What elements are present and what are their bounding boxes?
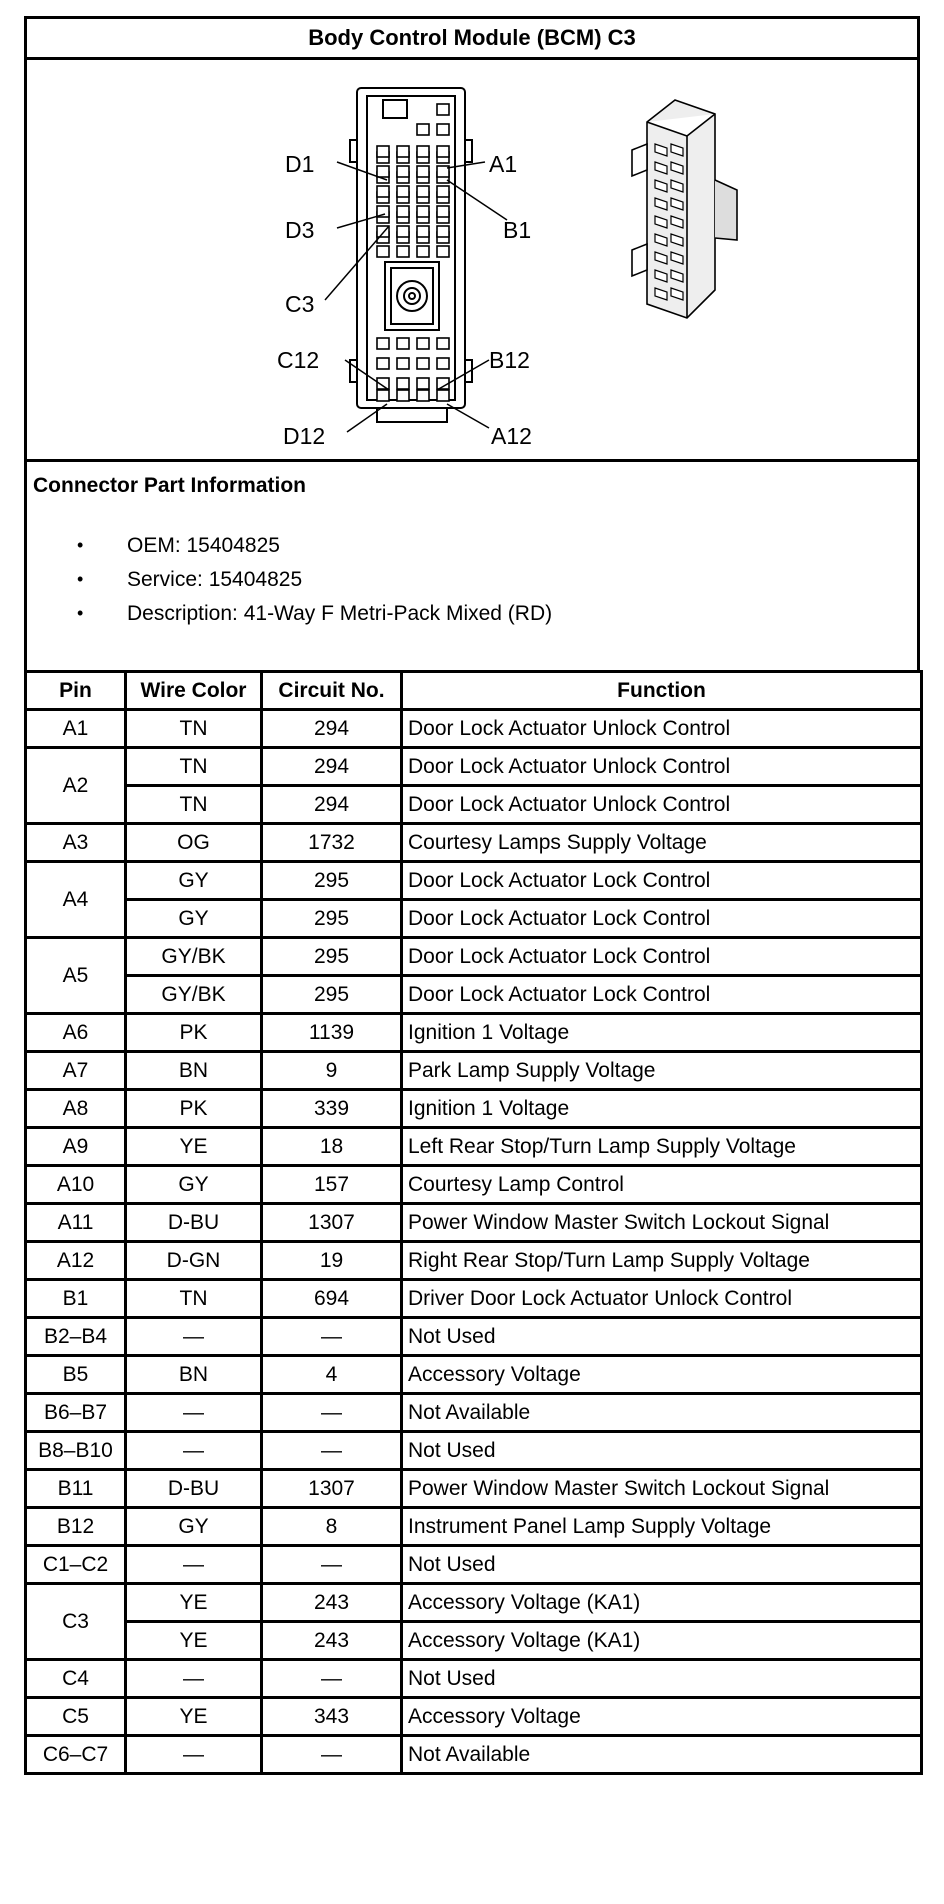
- connector-info-title: Connector Part Information: [33, 474, 307, 497]
- table-row: [26, 1736, 922, 1774]
- function-cell: Door Lock Actuator Unlock Control: [402, 786, 922, 824]
- pin-cell: A5: [26, 938, 126, 1014]
- pin-cell: B12: [26, 1508, 126, 1546]
- wire-color-cell: TN: [126, 1280, 262, 1318]
- function-cell: Not Available: [402, 1394, 922, 1432]
- cavity: [437, 226, 449, 237]
- cavity: [377, 246, 389, 257]
- function-cell: Not Used: [402, 1546, 922, 1584]
- pin-cell: B11: [26, 1470, 126, 1508]
- circuit-cell: 1307: [262, 1470, 402, 1508]
- function-cell: Accessory Voltage (KA1): [402, 1622, 922, 1660]
- wire-color-cell: GY: [126, 862, 262, 900]
- connector-figure: [26, 59, 919, 461]
- header-function: Function: [402, 672, 922, 710]
- circuit-cell: 1139: [262, 1014, 402, 1052]
- pin-cell: B1: [26, 1280, 126, 1318]
- label-b1: B1: [503, 217, 532, 243]
- cavity: [417, 166, 429, 177]
- circuit-cell: 18: [262, 1128, 402, 1166]
- pin-cell: A3: [26, 824, 126, 862]
- cavity: [397, 226, 409, 237]
- circuit-cell: —: [262, 1660, 402, 1698]
- circuit-cell: 1307: [262, 1204, 402, 1242]
- table-row: [26, 1318, 922, 1356]
- circuit-cell: 343: [262, 1698, 402, 1736]
- cavity: [417, 146, 429, 157]
- circuit-cell: 694: [262, 1280, 402, 1318]
- cavity: [437, 146, 449, 157]
- label-b12: B12: [489, 347, 530, 373]
- header-pin: Pin: [26, 672, 126, 710]
- connector-info-list: [27, 534, 917, 626]
- info-description: • Description: 41-Way F Metri-Pack Mixed (RD): [127, 602, 917, 626]
- circuit-cell: 9: [262, 1052, 402, 1090]
- connector-diagram: [27, 60, 917, 454]
- function-cell: Door Lock Actuator Unlock Control: [402, 710, 922, 748]
- pin-cell: A8: [26, 1090, 126, 1128]
- cavity: [377, 390, 389, 401]
- circuit-cell: 294: [262, 748, 402, 786]
- circuit-cell: 157: [262, 1166, 402, 1204]
- cavity: [437, 186, 449, 197]
- table-row: [26, 1622, 922, 1660]
- pin-cell: A2: [26, 748, 126, 824]
- pin-cell: A11: [26, 1204, 126, 1242]
- wire-color-cell: —: [126, 1736, 262, 1774]
- function-cell: Courtesy Lamp Control: [402, 1166, 922, 1204]
- document-sheet: [24, 16, 920, 1775]
- table-row: [26, 1394, 922, 1432]
- cavity: [397, 186, 409, 197]
- cavity: [377, 186, 389, 197]
- cavity: [397, 338, 409, 349]
- circuit-cell: —: [262, 1546, 402, 1584]
- table-row: [26, 786, 922, 824]
- circuit-cell: 295: [262, 862, 402, 900]
- function-cell: Door Lock Actuator Lock Control: [402, 976, 922, 1014]
- header-circuit-no: Circuit No.: [262, 672, 402, 710]
- circuit-cell: 1732: [262, 824, 402, 862]
- function-cell: Park Lamp Supply Voltage: [402, 1052, 922, 1090]
- cavity: [377, 166, 389, 177]
- function-cell: Driver Door Lock Actuator Unlock Control: [402, 1280, 922, 1318]
- table-row: [26, 824, 922, 862]
- cavity: [437, 358, 449, 369]
- pin-cell: A7: [26, 1052, 126, 1090]
- pin-cell: A9: [26, 1128, 126, 1166]
- connector-info-section: [26, 461, 919, 672]
- wire-color-cell: PK: [126, 1014, 262, 1052]
- pin-cell: C5: [26, 1698, 126, 1736]
- wire-color-cell: —: [126, 1318, 262, 1356]
- cavity: [417, 186, 429, 197]
- table-row: [26, 1698, 922, 1736]
- cavity: [437, 104, 449, 115]
- wire-color-cell: GY/BK: [126, 938, 262, 976]
- wire-color-cell: —: [126, 1546, 262, 1584]
- cavity: [397, 378, 409, 389]
- wire-color-cell: GY: [126, 1166, 262, 1204]
- circuit-cell: 8: [262, 1508, 402, 1546]
- table-row: [26, 710, 922, 748]
- wire-color-cell: GY/BK: [126, 976, 262, 1014]
- cavity: [397, 146, 409, 157]
- cavity: [377, 146, 389, 157]
- function-cell: Courtesy Lamps Supply Voltage: [402, 824, 922, 862]
- cavity: [417, 358, 429, 369]
- table-row: [26, 748, 922, 786]
- table-row: [26, 1052, 922, 1090]
- circuit-cell: 243: [262, 1584, 402, 1622]
- cavity: [417, 124, 429, 135]
- wire-color-cell: YE: [126, 1698, 262, 1736]
- cavity: [397, 390, 409, 401]
- wire-color-cell: D-BU: [126, 1204, 262, 1242]
- pin-cell: B6–B7: [26, 1394, 126, 1432]
- table-row: [26, 1660, 922, 1698]
- wire-color-cell: BN: [126, 1052, 262, 1090]
- wire-color-cell: GY: [126, 1508, 262, 1546]
- pin-cell: C4: [26, 1660, 126, 1698]
- circuit-cell: —: [262, 1394, 402, 1432]
- function-cell: Ignition 1 Voltage: [402, 1090, 922, 1128]
- wire-color-cell: YE: [126, 1128, 262, 1166]
- function-cell: Not Used: [402, 1318, 922, 1356]
- connector-face: [350, 88, 472, 422]
- function-cell: Not Available: [402, 1736, 922, 1774]
- wire-color-cell: —: [126, 1660, 262, 1698]
- cavity: [377, 358, 389, 369]
- circuit-cell: 339: [262, 1090, 402, 1128]
- wire-color-cell: —: [126, 1432, 262, 1470]
- label-d12: D12: [283, 423, 326, 449]
- circuit-cell: 295: [262, 938, 402, 976]
- function-cell: Power Window Master Switch Lockout Signal: [402, 1470, 922, 1508]
- wire-color-cell: PK: [126, 1090, 262, 1128]
- cavity: [437, 338, 449, 349]
- page-title: Body Control Module (BCM) C3: [26, 18, 919, 59]
- cavity: [417, 206, 429, 217]
- wire-color-cell: OG: [126, 824, 262, 862]
- table-row: [26, 1014, 922, 1052]
- wire-color-cell: TN: [126, 748, 262, 786]
- table-row: [26, 1090, 922, 1128]
- cavity: [397, 246, 409, 257]
- pin-cell: C1–C2: [26, 1546, 126, 1584]
- circuit-cell: —: [262, 1736, 402, 1774]
- pin-cell: A1: [26, 710, 126, 748]
- table-row: [26, 1242, 922, 1280]
- function-cell: Accessory Voltage: [402, 1356, 922, 1394]
- label-c12: C12: [277, 347, 320, 373]
- callout-lines: [325, 162, 507, 432]
- function-cell: Instrument Panel Lamp Supply Voltage: [402, 1508, 922, 1546]
- cavity: [437, 206, 449, 217]
- pin-cell: B5: [26, 1356, 126, 1394]
- circuit-cell: 294: [262, 710, 402, 748]
- cavity: [437, 390, 449, 401]
- table-row: [26, 1470, 922, 1508]
- function-cell: Door Lock Actuator Lock Control: [402, 862, 922, 900]
- circuit-cell: 243: [262, 1622, 402, 1660]
- table-header-row: [26, 672, 922, 710]
- table-row: [26, 976, 922, 1014]
- function-cell: Accessory Voltage (KA1): [402, 1584, 922, 1622]
- wire-color-cell: D-GN: [126, 1242, 262, 1280]
- cavity: [437, 124, 449, 135]
- table-row: [26, 1432, 922, 1470]
- pin-cell: C3: [26, 1584, 126, 1660]
- pin-cell: A12: [26, 1242, 126, 1280]
- pin-cell: B8–B10: [26, 1432, 126, 1470]
- wire-color-cell: D-BU: [126, 1470, 262, 1508]
- function-cell: Door Lock Actuator Unlock Control: [402, 748, 922, 786]
- label-d1: D1: [285, 151, 315, 177]
- circuit-cell: 294: [262, 786, 402, 824]
- table-row: [26, 1356, 922, 1394]
- cavity: [417, 378, 429, 389]
- function-cell: Left Rear Stop/Turn Lamp Supply Voltage: [402, 1128, 922, 1166]
- table-row: [26, 1280, 922, 1318]
- cavity: [417, 390, 429, 401]
- function-cell: Not Used: [402, 1432, 922, 1470]
- header-table: [24, 16, 920, 673]
- circuit-cell: —: [262, 1318, 402, 1356]
- pin-cell: B2–B4: [26, 1318, 126, 1356]
- info-oem: • OEM: 15404825: [127, 534, 917, 558]
- connector-isometric-image: [632, 100, 737, 318]
- pin-cell: C6–C7: [26, 1736, 126, 1774]
- label-d3: D3: [285, 217, 315, 243]
- function-cell: Power Window Master Switch Lockout Signal: [402, 1204, 922, 1242]
- circuit-cell: 295: [262, 900, 402, 938]
- table-row: [26, 1128, 922, 1166]
- cavity: [417, 226, 429, 237]
- function-cell: Accessory Voltage: [402, 1698, 922, 1736]
- header-wire-color: Wire Color: [126, 672, 262, 710]
- wire-color-cell: YE: [126, 1622, 262, 1660]
- function-cell: Right Rear Stop/Turn Lamp Supply Voltage: [402, 1242, 922, 1280]
- cavity: [397, 358, 409, 369]
- circuit-cell: 19: [262, 1242, 402, 1280]
- table-row: [26, 1166, 922, 1204]
- wire-color-cell: —: [126, 1394, 262, 1432]
- wire-color-cell: TN: [126, 786, 262, 824]
- cavity-grid: [377, 104, 449, 401]
- pinout-table: [24, 670, 923, 1775]
- function-cell: Door Lock Actuator Lock Control: [402, 938, 922, 976]
- function-cell: Ignition 1 Voltage: [402, 1014, 922, 1052]
- cavity: [397, 206, 409, 217]
- circuit-cell: —: [262, 1432, 402, 1470]
- label-a1: A1: [489, 151, 518, 177]
- wire-color-cell: TN: [126, 710, 262, 748]
- wire-color-cell: BN: [126, 1356, 262, 1394]
- table-row: [26, 1204, 922, 1242]
- pin-cell: A6: [26, 1014, 126, 1052]
- wire-color-cell: GY: [126, 900, 262, 938]
- pin-cell: A4: [26, 862, 126, 938]
- label-c3: C3: [285, 291, 315, 317]
- pinout-rows: [26, 710, 922, 1774]
- circuit-cell: 295: [262, 976, 402, 1014]
- cavity: [377, 338, 389, 349]
- pin-cell: A10: [26, 1166, 126, 1204]
- cavity: [397, 166, 409, 177]
- wire-color-cell: YE: [126, 1584, 262, 1622]
- circuit-cell: 4: [262, 1356, 402, 1394]
- table-row: [26, 1584, 922, 1622]
- cavity: [417, 338, 429, 349]
- table-row: [26, 938, 922, 976]
- table-row: [26, 862, 922, 900]
- table-row: [26, 1508, 922, 1546]
- cavity: [437, 246, 449, 257]
- table-row: [26, 900, 922, 938]
- cavity: [417, 246, 429, 257]
- function-cell: Door Lock Actuator Lock Control: [402, 900, 922, 938]
- function-cell: Not Used: [402, 1660, 922, 1698]
- label-a12: A12: [491, 423, 532, 449]
- info-service: • Service: 15404825: [127, 568, 917, 592]
- table-row: [26, 1546, 922, 1584]
